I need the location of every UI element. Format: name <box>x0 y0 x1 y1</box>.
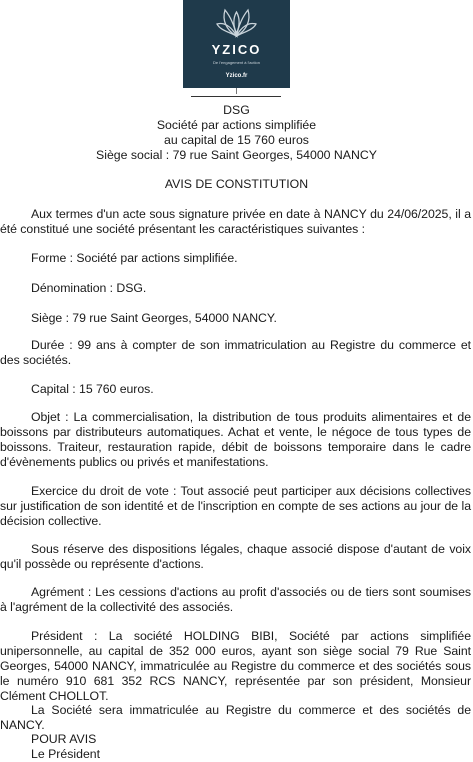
logo-brand: YZICO <box>211 42 262 57</box>
votes-paragraph: Sous réserve des dispositions légales, chaque associé dispose d'autant de voix qu'il possède ou représente d'actions. <box>0 542 471 571</box>
company-name: DSG <box>223 103 250 117</box>
duration-paragraph: Durée : 99 ans à compter de son immatriculation au Registre du commerce et des sociétés. <box>0 338 471 367</box>
capital-paragraph: Capital : 15 760 euros. <box>31 382 154 396</box>
purpose-paragraph: Objet : La commercialisation, la distribution de tous produits alimentaires et de boissons par distributeurs automatiques. Achat et vente, le négoce de tous types de boissons. Traiteur, restauration rapide, débit de boissons temporaire dans le cadre d'évènements publics ou privés et manifestations. <box>0 410 471 469</box>
logo-site: Yzico.fr <box>225 73 248 79</box>
header-divider <box>191 96 281 97</box>
company-address: Siège social : 79 rue Saint Georges, 54000 NANCY <box>96 148 377 162</box>
registration-paragraph: La Société sera immatriculée au Registre du commerce et des sociétés de NANCY. <box>0 703 471 732</box>
signature-line-1: POUR AVIS <box>31 732 97 746</box>
seat-paragraph: Siège : 79 rue Saint Georges, 54000 NANCY. <box>31 311 277 325</box>
company-form: Société par actions simplifiée <box>156 118 317 132</box>
logo-tagline: De l'engagement à l'action <box>213 60 260 65</box>
approval-paragraph: Agrément : Les cessions d'actions au profit d'associés ou de tiers sont soumises à l'agrément de la collectivité des associés. <box>0 585 471 614</box>
divider-tick <box>236 88 237 94</box>
voting-paragraph: Exercice du droit de vote : Tout associé peut participer aux décisions collectives sur justification de son identité et de l'inscription en compte de ses actions au jour de la décision collective. <box>0 484 471 528</box>
company-capital: au capital de 15 760 euros <box>164 133 309 147</box>
denomination-paragraph: Dénomination : DSG. <box>31 281 147 295</box>
company-header <box>0 103 473 163</box>
signature-line-2: Le Président <box>31 747 101 761</box>
yzico-logo <box>183 0 290 88</box>
signature-block <box>31 732 100 762</box>
notice-title: AVIS DE CONSTITUTION <box>164 177 309 191</box>
intro-paragraph: Aux termes d'un acte sous signature privée en date à NANCY du 24/06/2025, il a été constitué une société présentant les caractéristiques suivantes : <box>0 207 471 236</box>
lotus-icon <box>216 6 257 40</box>
president-paragraph: Président : La société HOLDING BIBI, Société par actions simplifiée unipersonnelle, au capital de 352 000 euros, ayant son siège social 79 Rue Saint Georges, 54000 NANCY, immatriculée au Registre du commerce et des sociétés sous le numéro 910 681 352 RCS NANCY, représentée par son président, Monsieur Clément CHOLLOT. <box>0 629 471 703</box>
form-paragraph: Forme : Société par actions simplifiée. <box>31 251 238 265</box>
